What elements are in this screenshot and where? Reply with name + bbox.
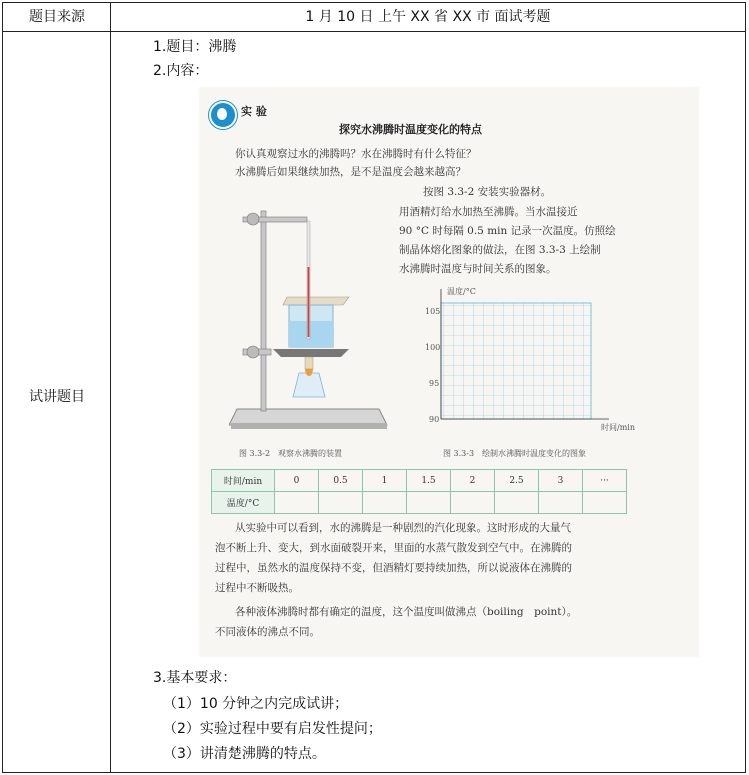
time-header: 时间/min (212, 470, 275, 492)
time-cell: 0.5 (319, 470, 363, 492)
temperature-time-graph (413, 285, 633, 435)
temperature-cell (275, 492, 319, 514)
temperature-cell (319, 492, 363, 514)
requirements-title: 3.基本要求： (153, 670, 237, 686)
requirement-item-1: （1）10 分钟之内完成试讲； (163, 696, 349, 712)
procedure-line-1: 按图 3.3-2 安装实验器材。 (423, 186, 552, 198)
experiment-label: 实 验 (241, 105, 267, 118)
textbook-excerpt (199, 87, 699, 657)
temperature-cell (495, 492, 539, 514)
paragraph-line-4: 过程中不断吸热。 (215, 582, 299, 594)
graph-y-tick-90: 90 (429, 415, 440, 424)
paragraph-line-3: 过程中，虽然水的温度保持不变，但酒精灯要持续加热，所以说液体在沸腾的 (215, 562, 572, 574)
time-cell: 3 (539, 470, 583, 492)
procedure-line-4: 制晶体熔化图象的做法，在图 3.3-3 上绘制 (399, 244, 601, 256)
source-label: 题目来源 (29, 9, 85, 25)
boiling-apparatus-illustration (229, 197, 389, 437)
time-cell: 2 (451, 470, 495, 492)
requirement-item-2: （2）实验过程中要有启发性提问； (163, 721, 382, 737)
question-line-1: 你认真观察过水的沸腾吗？水在沸腾时有什么特征？ (235, 148, 477, 160)
record-table (211, 469, 627, 514)
temperature-cell (539, 492, 583, 514)
graph-x-label: 时间/min (601, 423, 635, 432)
paragraph-line-2: 泡不断上升、变大，到水面破裂开来，里面的水蒸气散发到空气中。在沸腾的 (215, 542, 572, 554)
temperature-cell (583, 492, 627, 514)
graph-y-tick-95: 95 (429, 379, 440, 388)
caption-graph: 图 3.3-3 绘制水沸腾时温度变化的图象 (443, 449, 587, 458)
procedure-line-3: 90 °C 时每隔 0.5 min 记录一次温度。仿照绘 (399, 225, 616, 237)
requirement-item-3: （3）讲清楚沸腾的特点。 (163, 746, 326, 762)
procedure-line-5: 水沸腾时温度与时间关系的图象。 (399, 263, 557, 275)
topic-title: 1.题目：沸腾 (153, 39, 237, 55)
caption-apparatus: 图 3.3-2 观察水沸腾的装置 (239, 449, 343, 458)
header-divider (3, 31, 745, 32)
temperature-cell (451, 492, 495, 514)
time-cell: 1.5 (407, 470, 451, 492)
procedure-line-2: 用酒精灯给水加热至沸腾。当水温接近 (399, 206, 578, 218)
experiment-title: 探究水沸腾时温度变化的特点 (339, 123, 482, 136)
paragraph-line-6: 不同液体的沸点不同。 (215, 626, 320, 638)
temperature-cell (407, 492, 451, 514)
paragraph-line-5: 各种液体沸腾时都有确定的温度，这个温度叫做沸点（boiling point）。 (235, 606, 578, 618)
time-cell: 2.5 (495, 470, 539, 492)
temperature-header: 温度/°C (212, 492, 275, 514)
topic-row-label: 试讲题目 (29, 389, 85, 405)
time-cell: 0 (275, 470, 319, 492)
source-value: 1 月 10 日 上午 XX 省 XX 市 面试考题 (305, 9, 551, 25)
graph-y-tick-100: 100 (425, 343, 441, 352)
time-cell: 1 (363, 470, 407, 492)
content-label: 2.内容： (153, 63, 209, 79)
question-line-2: 水沸腾后如果继续加热，是不是温度会越来越高？ (235, 166, 466, 178)
paragraph-line-1: 从实验中可以看到，水的沸腾是一种剧烈的汽化现象。这时形成的大量气 (235, 522, 571, 534)
time-cell: ··· (583, 470, 627, 492)
graph-y-label: 温度/°C (447, 287, 476, 296)
experiment-icon (209, 101, 237, 129)
interview-table (2, 2, 746, 773)
temperature-cell (363, 492, 407, 514)
graph-y-tick-105: 105 (425, 307, 441, 316)
